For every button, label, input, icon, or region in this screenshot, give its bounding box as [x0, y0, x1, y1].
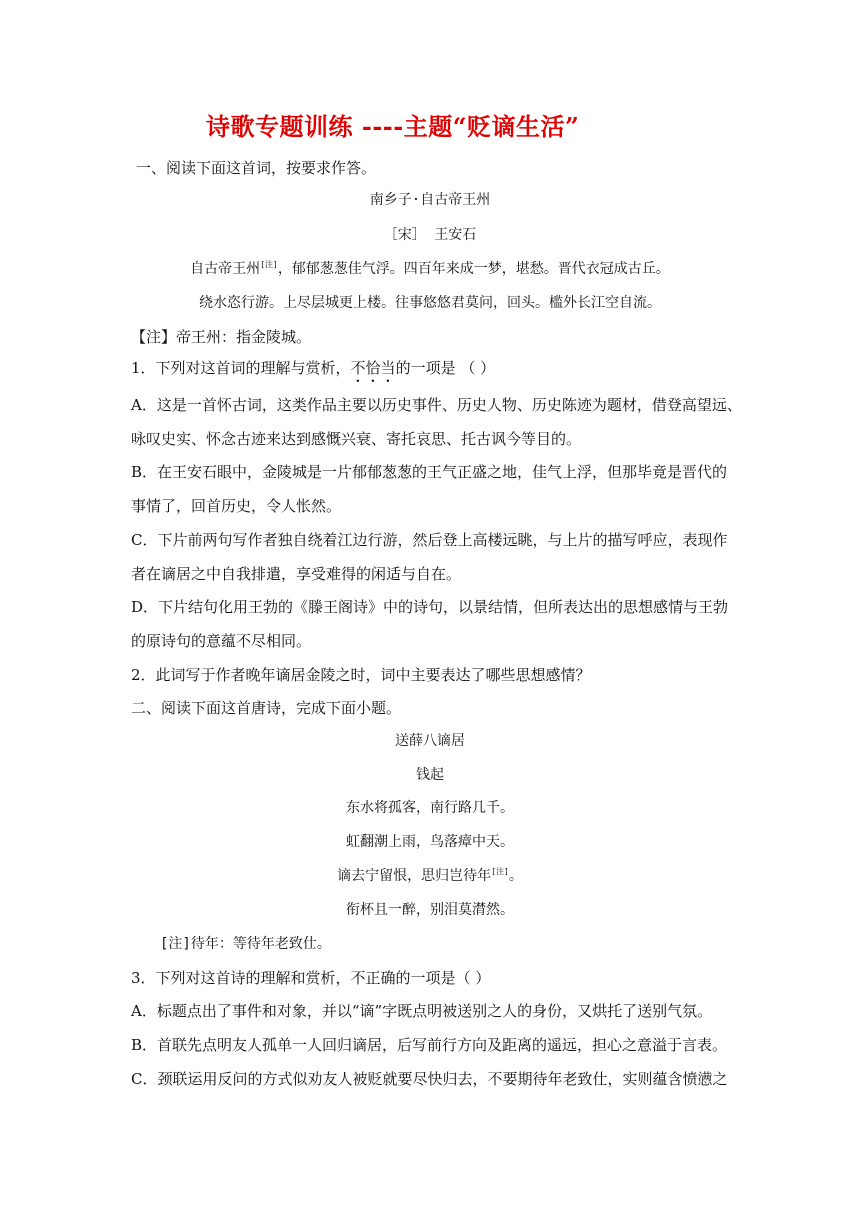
q1-option-b-line-2: 事情了，回首历史，令人怅然。 [131, 497, 342, 515]
poem-line-3-end: 。 [508, 868, 523, 884]
q1-option-d-line-1: D．下片结句化用王勃的《滕王阁诗》中的诗句，以景结情，但所表达出的思想感情与王勃 [131, 598, 729, 616]
note-marker: [注] [491, 867, 509, 876]
section2-poem-line-2: 虹翻潮上雨，鸟落瘴中天。 [346, 834, 514, 850]
question-1-start: 1．下列对这首词的理解与赏析， [131, 359, 351, 377]
q1-option-b-line-1: B．在王安石眼中，金陵城是一片郁郁葱葱的王气正盛之地，佳气上浮，但那毕竟是晋代的 [131, 463, 728, 481]
section2-poem-title: 送薛八谪居 [395, 733, 465, 749]
note-marker: [注] [260, 260, 278, 269]
section2-heading: 二、阅读下面这首唐诗，完成下面小题。 [131, 699, 402, 717]
section1-poem-line-1 [0, 259, 860, 279]
section1-poem-title: 南乡子·自古帝王州 [369, 192, 491, 208]
poem-line-3-start: 谪去宁留恨，思归岂待年 [337, 868, 492, 884]
q3-option-a: A．标题点出了事件和对象，并以“谪”字既点明被送别之人的身份，又烘托了送别气氛。 [131, 1002, 713, 1020]
question-2: 2．此词写于作者晚年谪居金陵之时，词中主要表达了哪些思想感情？ [131, 666, 591, 684]
section1-heading: 一、阅读下面这首词，按要求作答。 [136, 159, 377, 177]
q1-option-a-line-2: 咏叹史实、怀念古迹来达到感慨兴衰、寄托哀思、托古讽今等目的。 [131, 430, 582, 448]
q1-option-d-line-2: 的原诗句的意蕴不尽相同。 [131, 632, 312, 650]
q1-option-c-line-1: C．下片前两句写作者独自绕着江边行游，然后登上高楼远眺，与上片的描写呼应，表现作 [131, 531, 728, 549]
question-1-end: 的一项是 （ ） [395, 359, 496, 377]
section1-author: ［宋］ 王安石 [383, 227, 477, 243]
question-1 [131, 358, 495, 386]
section2-poem-line-4: 衔杯且一醉，别泪莫潸然。 [346, 902, 514, 918]
poem-line-1-start: 自古帝王州 [190, 261, 261, 277]
poem-line-1-end: ，郁郁葱葱佳气浮。四百年来成一梦，堪愁。晋代衣冠成古丘。 [277, 261, 670, 277]
section1-poem-line-2: 绕水恣行游。上尽层城更上楼。往事悠悠君莫问，回头。槛外长江空自流。 [199, 295, 661, 311]
page-title: 诗歌专题训练 ----主题“贬谪生活” [206, 112, 580, 141]
q3-option-b: B．首联先点明友人孤单一人回归谪居，后写前行方向及距离的遥远，担心之意溢于言表。 [131, 1036, 728, 1054]
q1-option-c-line-2: 者在谪居之中自我排遣，享受难得的闲适与自在。 [131, 565, 462, 583]
q3-option-c: C．颈联运用反问的方式似劝友人被贬就要尽快归去，不要期待年老致仕，实则蕴含愤懑之 [131, 1070, 728, 1088]
q1-option-a-line-1: A．这是一首怀古词，这类作品主要以历史事件、历史人物、历史陈迹为题材，借登高望远、 [131, 396, 742, 414]
section2-poem-line-3 [0, 866, 860, 886]
section2-poem-line-1: 东水将孤客，南行路几千。 [346, 800, 514, 816]
section1-note: 【注】帝王州：指金陵城。 [131, 328, 312, 346]
question-1-emphasis: 不恰当 [350, 359, 396, 377]
section2-note: [注]待年：等待年老致仕。 [160, 936, 331, 952]
section2-author: 钱起 [416, 767, 444, 783]
question-3: 3．下列对这首诗的理解和赏析，不正确的一项是（ ） [131, 969, 491, 987]
